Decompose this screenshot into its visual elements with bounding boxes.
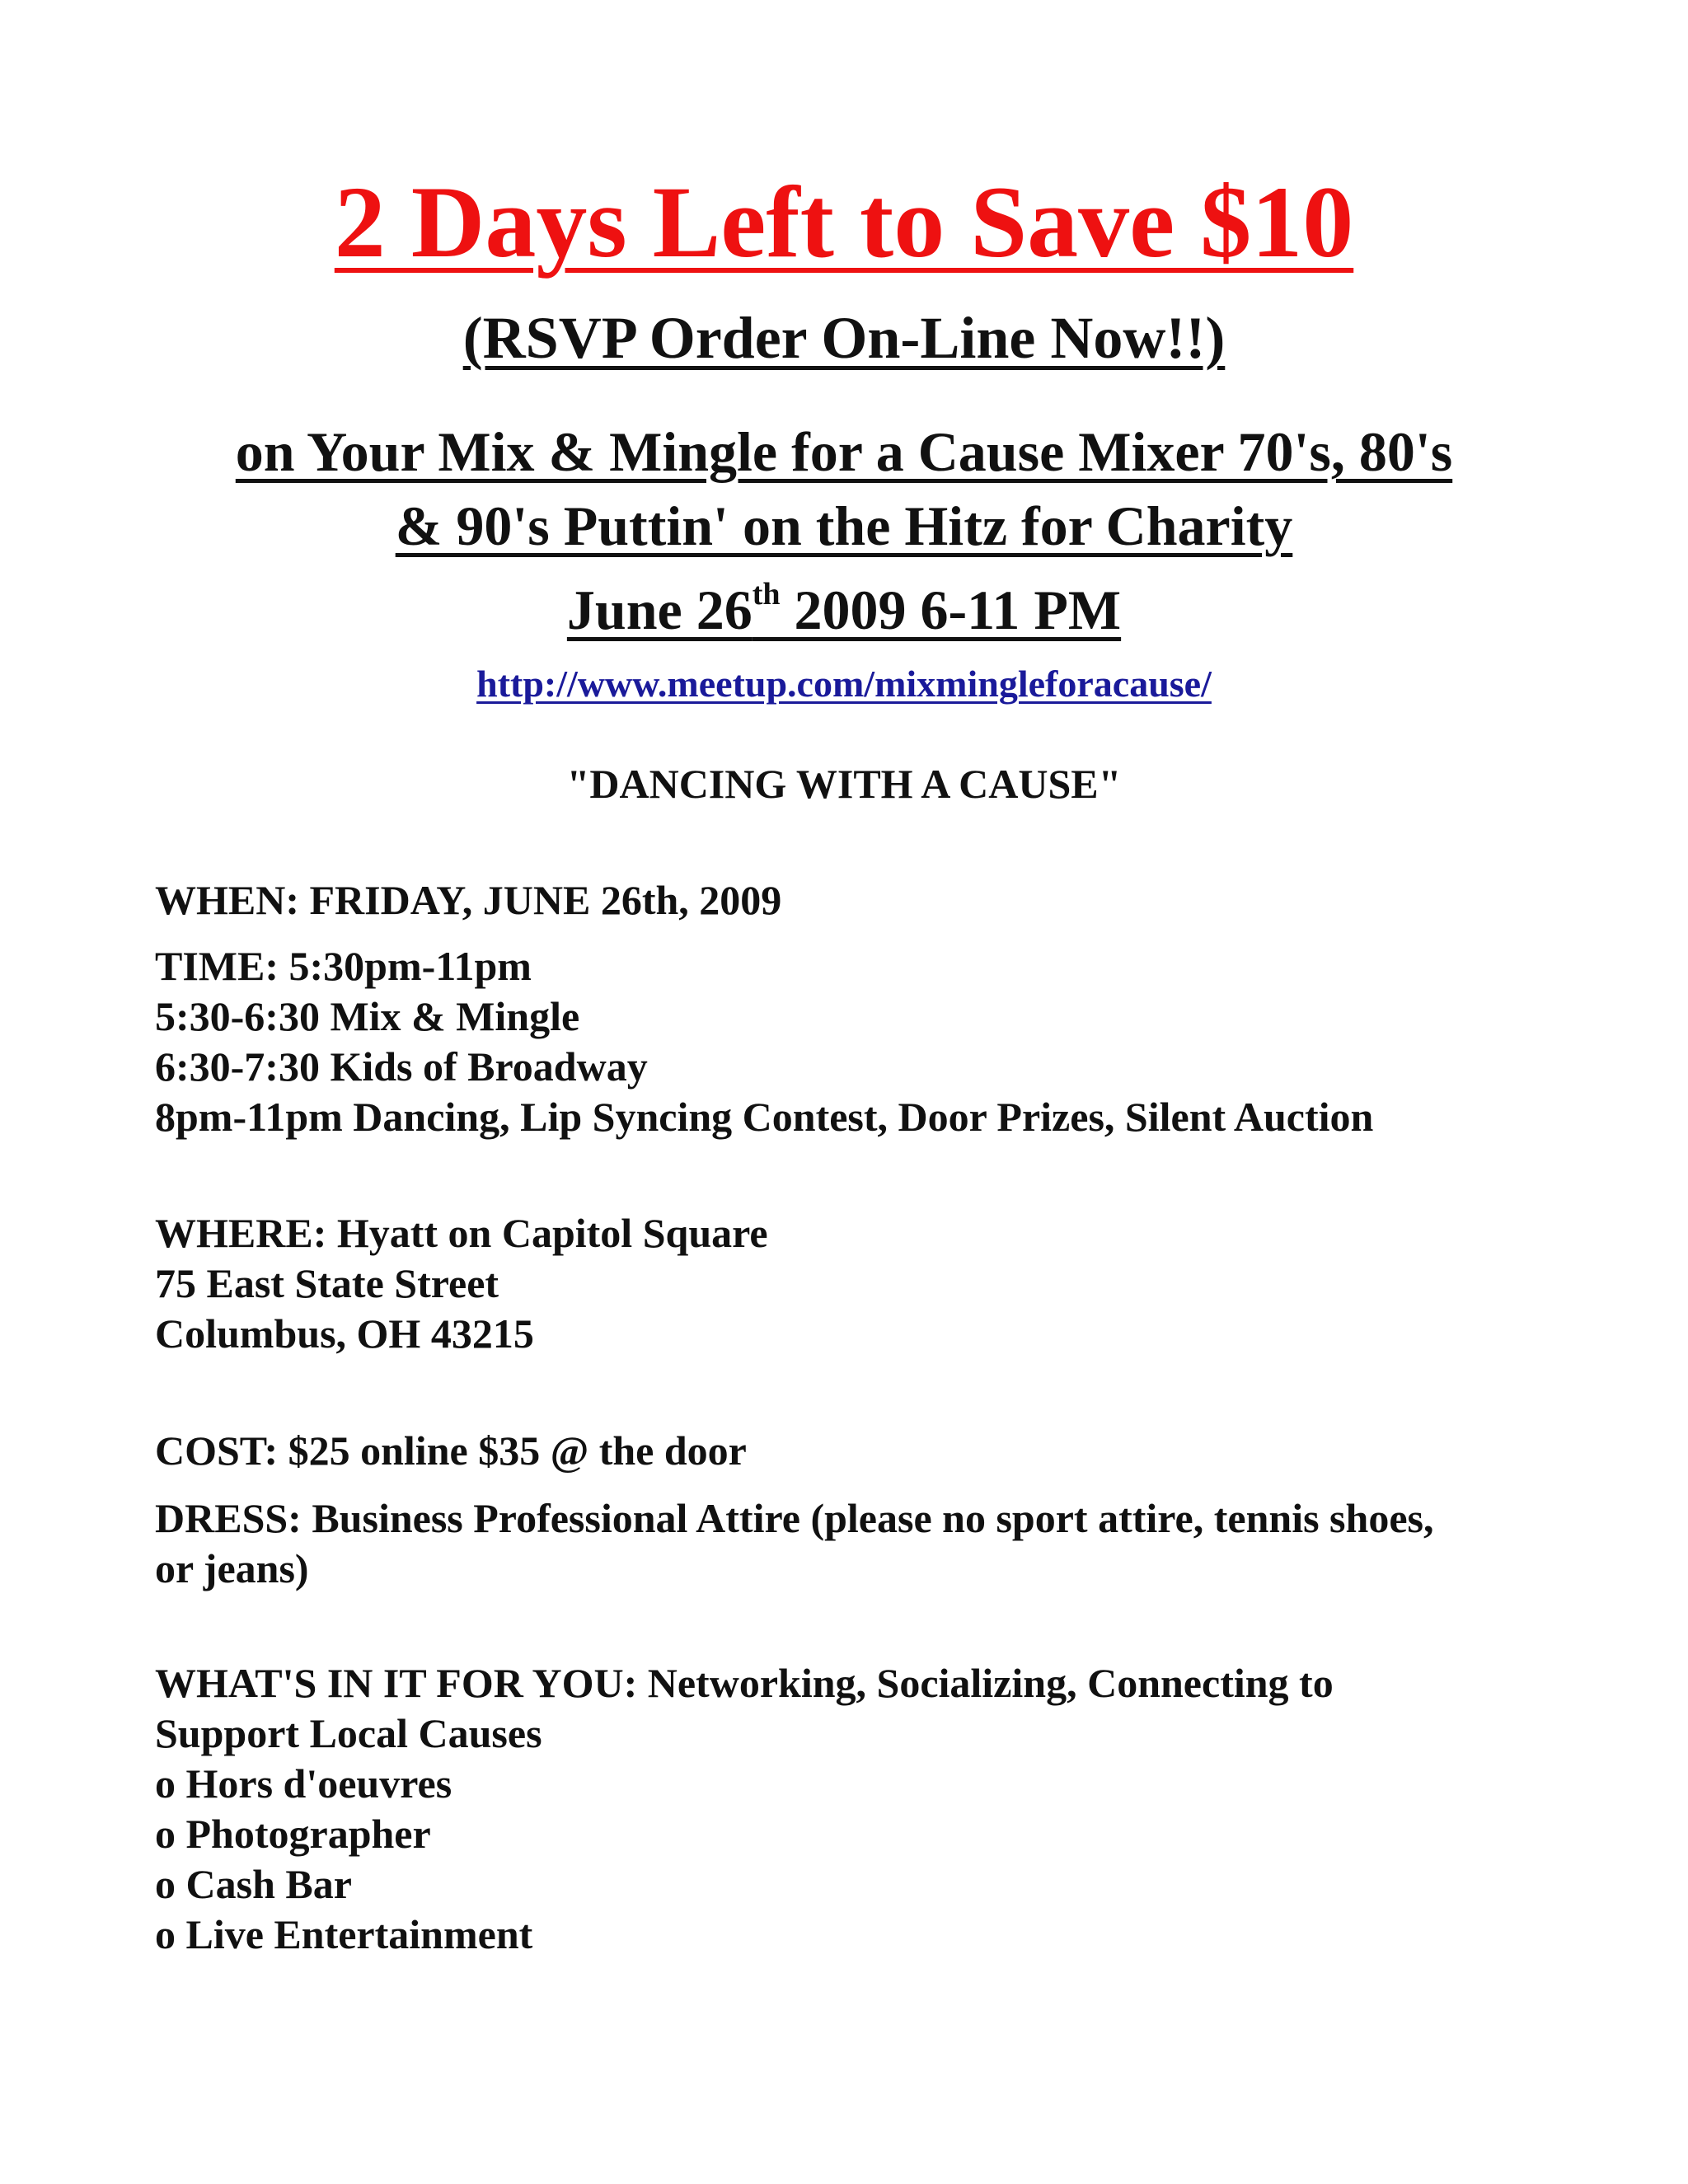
schedule-line: 8pm-11pm Dancing, Lip Syncing Contest, Door Prizes, Silent Auction bbox=[155, 1094, 1374, 1140]
list-item: o Live Entertainment bbox=[155, 1911, 533, 1957]
list-item: o Hors d'oeuvres bbox=[155, 1760, 452, 1807]
time-section bbox=[155, 941, 1373, 1142]
address-city: Columbus, OH 43215 bbox=[155, 1310, 534, 1357]
event-date-sup: th bbox=[752, 577, 781, 612]
whats-in-it-line: WHAT'S IN IT FOR YOU: Networking, Socializing, Connecting to bbox=[155, 1660, 1334, 1706]
event-date-text bbox=[567, 579, 1121, 641]
schedule-line: 5:30-6:30 Mix & Mingle bbox=[155, 993, 580, 1039]
where-line: WHERE: Hyatt on Capitol Square bbox=[155, 1210, 768, 1256]
rsvp-line bbox=[0, 301, 1688, 375]
event-date-post: 2009 6-11 PM bbox=[780, 579, 1122, 641]
meetup-link[interactable]: http://www.meetup.com/mixmingleforacause/ bbox=[476, 663, 1212, 705]
tagline: "DANCING WITH A CAUSE" bbox=[566, 761, 1122, 807]
dress-section bbox=[155, 1493, 1433, 1594]
meetup-link-line bbox=[0, 659, 1688, 709]
when-line: WHEN: FRIDAY, JUNE 26th, 2009 bbox=[155, 877, 782, 923]
event-title-line-1-text: on Your Mix & Mingle for a Cause Mixer 70's, 80's bbox=[235, 420, 1453, 483]
whats-in-it-line: Support Local Causes bbox=[155, 1710, 542, 1756]
event-title-line-1 bbox=[0, 419, 1688, 485]
time-line: TIME: 5:30pm-11pm bbox=[155, 943, 532, 989]
where-section bbox=[155, 1208, 768, 1359]
address-street: 75 East State Street bbox=[155, 1260, 499, 1306]
list-item: o Photographer bbox=[155, 1811, 431, 1857]
dress-line: or jeans) bbox=[155, 1545, 309, 1591]
rsvp-text: (RSVP Order On-Line Now!!) bbox=[462, 305, 1226, 371]
list-item: o Cash Bar bbox=[155, 1861, 352, 1907]
event-date-line bbox=[0, 577, 1688, 652]
event-title-line-2-text: & 90's Puttin' on the Hitz for Charity bbox=[395, 494, 1293, 557]
event-date-pre: June 26 bbox=[566, 579, 753, 641]
headline-text: 2 Days Left to Save $10 bbox=[334, 166, 1354, 279]
cost-line: COST: $25 online $35 @ the door bbox=[155, 1427, 747, 1474]
whats-in-it-section bbox=[155, 1658, 1334, 1960]
schedule-line: 6:30-7:30 Kids of Broadway bbox=[155, 1043, 648, 1090]
event-title-line-2 bbox=[0, 493, 1688, 559]
dress-line: DRESS: Business Professional Attire (please no sport attire, tennis shoes, bbox=[155, 1495, 1434, 1541]
headline bbox=[0, 165, 1688, 280]
